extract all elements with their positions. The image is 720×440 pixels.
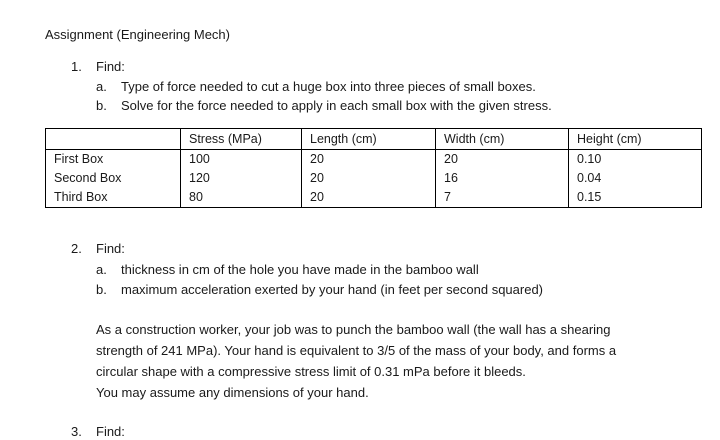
paragraph-line: circular shape with a compressive stress limit of 0.31 mPa before it bleeds. (96, 364, 526, 379)
table-header-cell: Height (cm) (569, 129, 702, 150)
q1-label: Find: (96, 59, 125, 74)
table-cell: 20 (302, 188, 436, 208)
table-row (46, 188, 702, 208)
table-cell: Third Box (46, 188, 181, 208)
table-row (46, 169, 702, 188)
paragraph-line: strength of 241 MPa). Your hand is equivalent to 3/5 of the mass of your body, and forms a (96, 343, 617, 358)
table-cell: First Box (46, 150, 181, 170)
q3-label: Find: (96, 424, 125, 439)
table-cell: Second Box (46, 169, 181, 188)
table-header-cell: Width (cm) (436, 129, 569, 150)
document-title: Assignment (Engineering Mech) (45, 27, 230, 42)
table-cell: 0.10 (569, 150, 702, 170)
q1-a-text: Type of force needed to cut a huge box into three pieces of small boxes. (121, 79, 536, 94)
table-cell: 16 (436, 169, 569, 188)
q2-b-text: maximum acceleration exerted by your hand (in feet per second squared) (121, 282, 543, 297)
table-cell: 20 (302, 150, 436, 170)
q1-number: 1. (71, 59, 82, 74)
paragraph-line: You may assume any dimensions of your hand. (96, 385, 369, 400)
q2-a-marker: a. (96, 262, 107, 277)
table-row (46, 150, 702, 170)
table-cell: 0.04 (569, 169, 702, 188)
q1-b-text: Solve for the force needed to apply in each small box with the given stress. (121, 98, 552, 113)
table-header-cell (46, 129, 181, 150)
table-header-cell: Stress (MPa) (181, 129, 302, 150)
table-cell: 100 (181, 150, 302, 170)
table-header-cell: Length (cm) (302, 129, 436, 150)
q2-paragraph (96, 319, 696, 403)
q1-a-marker: a. (96, 79, 107, 94)
q1-b-marker: b. (96, 98, 107, 113)
q2-a-text: thickness in cm of the hole you have made in the bamboo wall (121, 262, 479, 277)
q2-number: 2. (71, 241, 82, 256)
paragraph-line: As a construction worker, your job was to punch the bamboo wall (the wall has a shearing (96, 322, 611, 337)
table-cell: 120 (181, 169, 302, 188)
table-cell: 20 (302, 169, 436, 188)
q2-b-marker: b. (96, 282, 107, 297)
stress-table (45, 128, 702, 208)
table-cell: 20 (436, 150, 569, 170)
table-cell: 0.15 (569, 188, 702, 208)
table-cell: 80 (181, 188, 302, 208)
table-cell: 7 (436, 188, 569, 208)
table-header-row (46, 129, 702, 150)
q2-label: Find: (96, 241, 125, 256)
q3-number: 3. (71, 424, 82, 439)
